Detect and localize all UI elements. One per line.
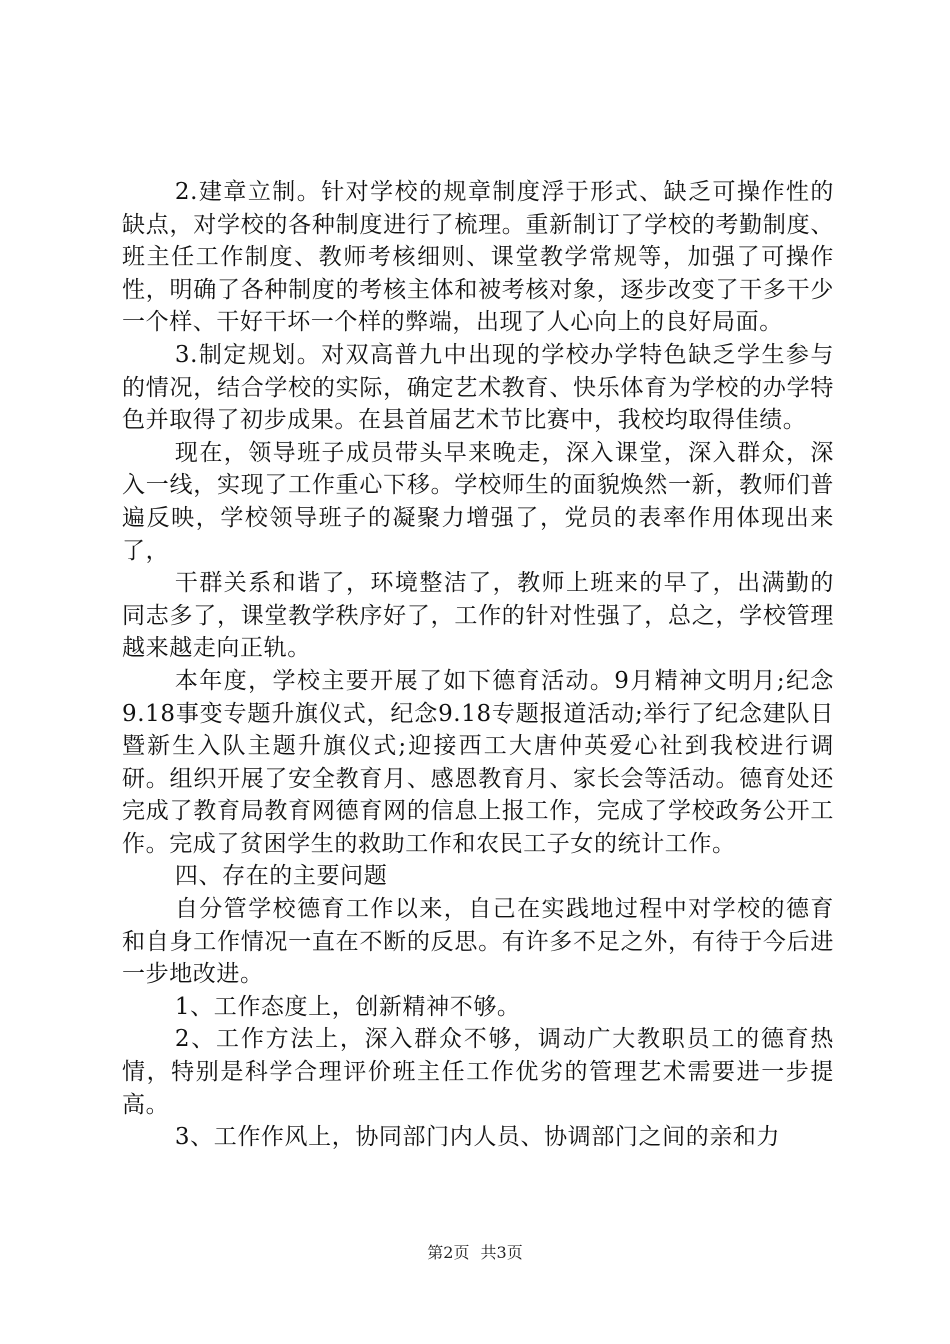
section-heading-problems: 四、存在的主要问题 [174,863,388,890]
document-body [122,176,834,1154]
page-total: 共3页 [480,1243,523,1262]
paragraph-moral-activities: 本年度，学校主要开展了如下德育活动。9月精神文明月;纪念9.18事变专题升旗仪式，纪念9.18专题报道活动;举行了纪念建队日暨新生入队主题升旗仪式;迎接西工大唐仲英爱心社到我校进行调研。组织开展了安全教育月、感恩教育月、家长会等活动。德育处还完成了教育局教育网德育网的信息上报工作，完成了学校政务公开工作。完成了贫困学生的救助工作和农民工子女的统计工作。 [122,667,834,857]
page-footer [0,1243,950,1263]
paragraph-rules: 2.建章立制。针对学校的规章制度浮于形式、缺乏可操作性的缺点，对学校的各种制度进行了梳理。重新制订了学校的考勤制度、班主任工作制度、教师考核细则、课堂教学常规等，加强了可操作性，明确了各种制度的考核主体和被考核对象，逐步改变了干多干少一个样、干好干坏一个样的弊端，出现了人心向上的良好局面。 [122,179,834,336]
paragraph-leadership: 现在，领导班子成员带头早来晚走，深入课堂，深入群众，深入一线，实现了工作重心下移。学校师生的面貌焕然一新，教师们普遍反映，学校领导班子的凝聚力增强了，党员的表率作用体现出来了， [122,439,834,564]
page-number: 第2页 [427,1243,470,1262]
paragraph-planning: 3.制定规划。对双高普九中出现的学校办学特色缺乏学生参与的情况，结合学校的实际，确定艺术教育、快乐体育为学校的办学特色并取得了初步成果。在县首届艺术节比赛中，我校均取得佳绩。 [122,341,834,434]
list-item-style: 3、工作作风上，协同部门内人员、协调部门之间的亲和力 [174,1124,781,1151]
list-item-attitude: 1、工作态度上，创新精神不够。 [174,993,521,1020]
paragraph-reflection: 自分管学校德育工作以来，自己在实践地过程中对学校的德育和自身工作情况一直在不断的反思。有许多不足之外，有待于今后进一步地改进。 [122,896,834,988]
list-item-method: 2、工作方法上，深入群众不够，调动广大教职员工的德育热情，特别是科学合理评价班主任工作优劣的管理艺术需要进一步提高。 [122,1026,834,1118]
paragraph-relations: 干群关系和谐了，环境整洁了，教师上班来的早了，出满勤的同志多了，课堂教学秩序好了，工作的针对性强了，总之，学校管理越来越走向正轨。 [122,570,834,662]
